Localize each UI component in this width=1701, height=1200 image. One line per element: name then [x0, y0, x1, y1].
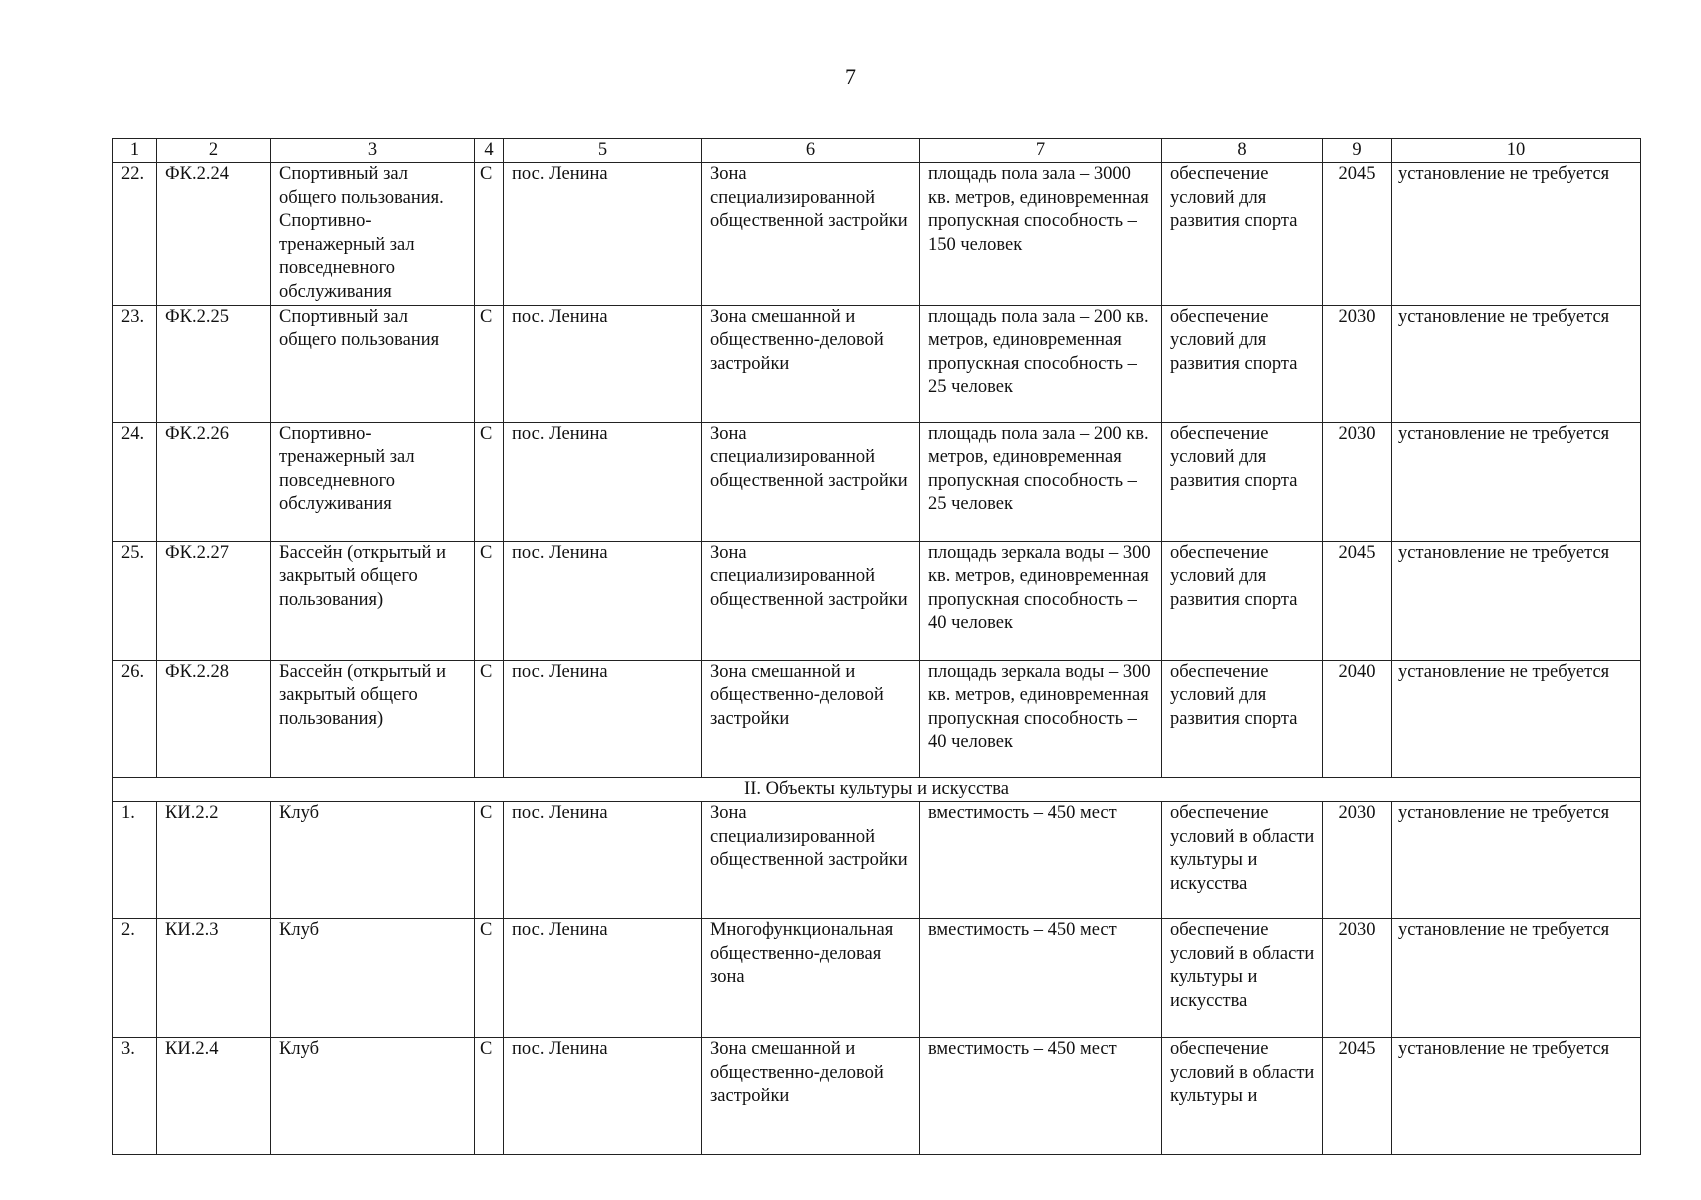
column-number-row [113, 139, 1641, 163]
object-code: КИ.2.3 [157, 919, 271, 1038]
object-purpose: обеспечение условий в области культуры и искусства [1162, 802, 1323, 919]
column-header: 5 [504, 139, 702, 163]
table-row [113, 541, 1641, 660]
object-year: 2045 [1323, 163, 1392, 306]
object-location: пос. Ленина [504, 1038, 702, 1155]
object-code: ФК.2.24 [157, 163, 271, 306]
object-year: 2045 [1323, 541, 1392, 660]
object-location: пос. Ленина [504, 919, 702, 1038]
object-location: пос. Ленина [504, 802, 702, 919]
column-header: 3 [271, 139, 475, 163]
object-characteristics: вместимость – 450 мест [920, 802, 1162, 919]
object-zone: Зона специализированной общественной застройки [702, 422, 920, 541]
object-zone: Зона смешанной и общественно-деловой застройки [702, 1038, 920, 1155]
table-row [113, 1038, 1641, 1155]
object-restriction: установление не требуется [1392, 919, 1641, 1038]
object-restriction: установление не требуется [1392, 541, 1641, 660]
object-status: С [475, 422, 504, 541]
object-zone: Зона специализированной общественной застройки [702, 802, 920, 919]
row-number: 25. [113, 541, 157, 660]
object-status: С [475, 305, 504, 422]
object-code: ФК.2.26 [157, 422, 271, 541]
object-purpose: обеспечение условий в области культуры и [1162, 1038, 1323, 1155]
object-purpose: обеспечение условий для развития спорта [1162, 305, 1323, 422]
object-restriction: установление не требуется [1392, 422, 1641, 541]
object-year: 2030 [1323, 422, 1392, 541]
object-zone: Зона специализированной общественной застройки [702, 163, 920, 306]
object-zone: Зона смешанной и общественно-деловой застройки [702, 305, 920, 422]
object-name: Бассейн (открытый и закрытый общего пользования) [271, 660, 475, 777]
object-status: С [475, 919, 504, 1038]
table-row [113, 163, 1641, 306]
object-zone: Зона специализированной общественной застройки [702, 541, 920, 660]
object-name: Бассейн (открытый и закрытый общего пользования) [271, 541, 475, 660]
object-characteristics: площадь пола зала – 3000 кв. метров, единовременная пропускная способность – 150 человек [920, 163, 1162, 306]
object-purpose: обеспечение условий в области культуры и искусства [1162, 919, 1323, 1038]
object-purpose: обеспечение условий для развития спорта [1162, 163, 1323, 306]
object-restriction: установление не требуется [1392, 660, 1641, 777]
object-characteristics: площадь зеркала воды – 300 кв. метров, единовременная пропускная способность – 40 человек [920, 541, 1162, 660]
object-characteristics: вместимость – 450 мест [920, 1038, 1162, 1155]
object-characteristics: площадь пола зала – 200 кв. метров, единовременная пропускная способность – 25 человек [920, 305, 1162, 422]
object-status: С [475, 1038, 504, 1155]
object-zone: Зона смешанной и общественно-деловой застройки [702, 660, 920, 777]
object-name: Клуб [271, 802, 475, 919]
column-header: 7 [920, 139, 1162, 163]
table-row [113, 422, 1641, 541]
object-status: С [475, 660, 504, 777]
column-header: 6 [702, 139, 920, 163]
object-location: пос. Ленина [504, 660, 702, 777]
objects-table [112, 138, 1641, 1155]
row-number: 23. [113, 305, 157, 422]
object-year: 2040 [1323, 660, 1392, 777]
object-characteristics: площадь пола зала – 200 кв. метров, единовременная пропускная способность – 25 человек [920, 422, 1162, 541]
object-restriction: установление не требуется [1392, 305, 1641, 422]
object-status: С [475, 802, 504, 919]
table-row [113, 802, 1641, 919]
object-name: Спортивно-тренажерный зал повседневного обслуживания [271, 422, 475, 541]
object-name: Клуб [271, 1038, 475, 1155]
object-year: 2030 [1323, 305, 1392, 422]
object-code: КИ.2.4 [157, 1038, 271, 1155]
column-header: 8 [1162, 139, 1323, 163]
object-purpose: обеспечение условий для развития спорта [1162, 660, 1323, 777]
row-number: 24. [113, 422, 157, 541]
row-number: 26. [113, 660, 157, 777]
object-restriction: установление не требуется [1392, 802, 1641, 919]
object-location: пос. Ленина [504, 422, 702, 541]
table-row [113, 305, 1641, 422]
table-row [113, 919, 1641, 1038]
object-status: С [475, 541, 504, 660]
object-location: пос. Ленина [504, 305, 702, 422]
object-year: 2045 [1323, 1038, 1392, 1155]
object-location: пос. Ленина [504, 163, 702, 306]
object-code: ФК.2.27 [157, 541, 271, 660]
column-header: 2 [157, 139, 271, 163]
column-header: 1 [113, 139, 157, 163]
object-characteristics: вместимость – 450 мест [920, 919, 1162, 1038]
object-zone: Многофункциональная общественно-деловая зона [702, 919, 920, 1038]
object-name: Спортивный зал общего пользования [271, 305, 475, 422]
row-number: 3. [113, 1038, 157, 1155]
object-characteristics: площадь зеркала воды – 300 кв. метров, единовременная пропускная способность – 40 человек [920, 660, 1162, 777]
row-number: 22. [113, 163, 157, 306]
row-number: 2. [113, 919, 157, 1038]
object-restriction: установление не требуется [1392, 163, 1641, 306]
object-name: Спортивный зал общего пользования. Спортивно-тренажерный зал повседневного обслуживания [271, 163, 475, 306]
object-code: КИ.2.2 [157, 802, 271, 919]
section-heading: II. Объекты культуры и искусства [113, 777, 1641, 802]
column-header: 10 [1392, 139, 1641, 163]
object-code: ФК.2.25 [157, 305, 271, 422]
object-purpose: обеспечение условий для развития спорта [1162, 422, 1323, 541]
section-row [113, 777, 1641, 802]
object-year: 2030 [1323, 802, 1392, 919]
object-name: Клуб [271, 919, 475, 1038]
row-number: 1. [113, 802, 157, 919]
object-year: 2030 [1323, 919, 1392, 1038]
table-row [113, 660, 1641, 777]
column-header: 4 [475, 139, 504, 163]
object-status: С [475, 163, 504, 306]
page-number: 7 [845, 64, 856, 89]
object-code: ФК.2.28 [157, 660, 271, 777]
object-location: пос. Ленина [504, 541, 702, 660]
object-restriction: установление не требуется [1392, 1038, 1641, 1155]
object-purpose: обеспечение условий для развития спорта [1162, 541, 1323, 660]
column-header: 9 [1323, 139, 1392, 163]
